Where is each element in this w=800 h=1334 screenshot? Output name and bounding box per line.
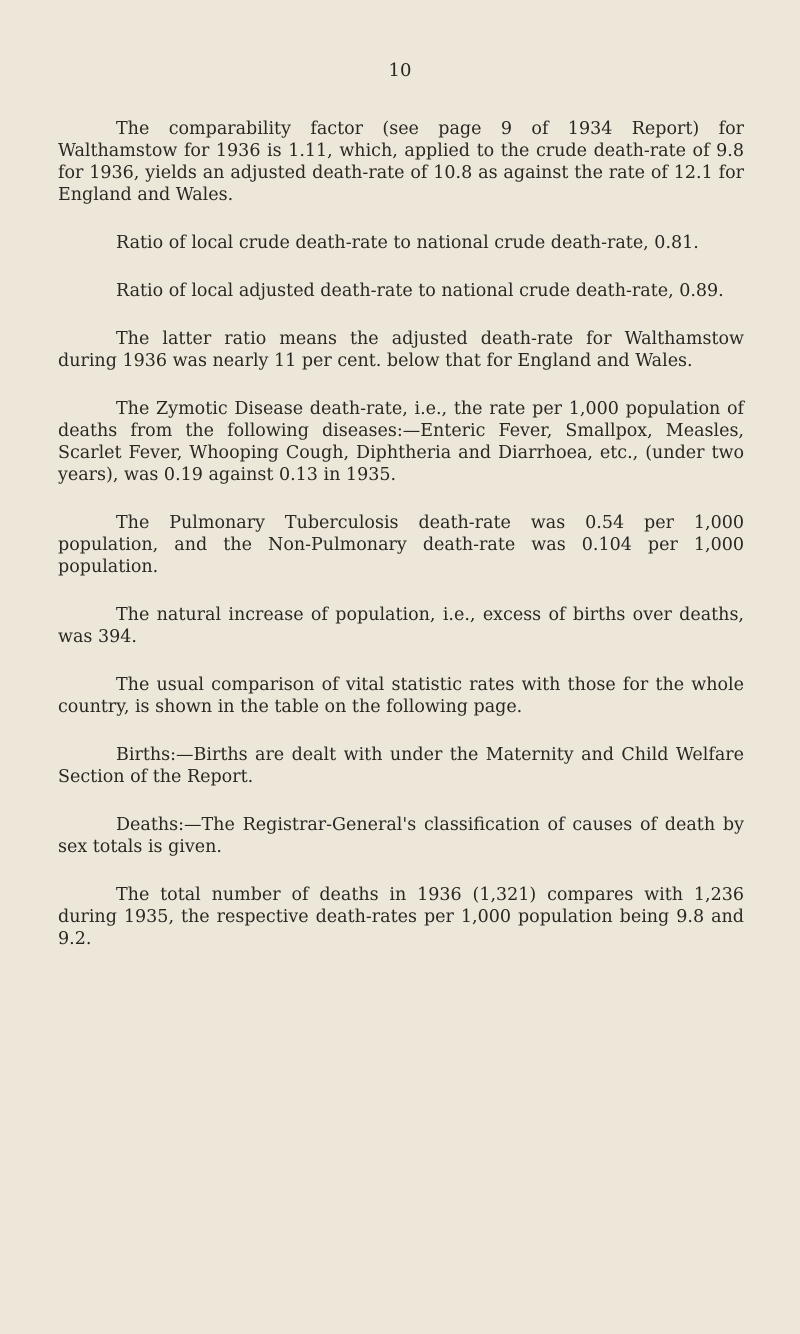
paragraph-births: Births:—Births are dealt with under the Maternity and Child Welfare Section of the Report. — [58, 745, 744, 787]
paragraph-zymotic-disease: The Zymotic Disease death-rate, i.e., the rate per 1,000 population of deaths from the following diseases:—Enteric Fever, Smallpox, Measles, Scarlet Fever, Whooping Cough, Diphtheria and Diarrhoea, etc., (under two years), was 0.19 against 0.13 in 1935. — [58, 399, 744, 485]
paragraph-tuberculosis: The Pulmonary Tuberculosis death-rate was 0.54 per 1,000 population, and the Non-Pulmonary death-rate was 0.104 per 1,000 population. — [58, 513, 744, 577]
paragraph-adjusted-ratio: Ratio of local adjusted death-rate to national crude death-rate, 0.89. — [116, 281, 724, 301]
paragraph-natural-increase: The natural increase of population, i.e., excess of births over deaths, was 394. — [58, 605, 744, 647]
report-body — [58, 118, 744, 950]
page-number: 10 — [388, 60, 412, 81]
paragraph-deaths: Deaths:—The Registrar-General's classification of causes of death by sex totals is given. — [58, 815, 744, 857]
paragraph-crude-ratio: Ratio of local crude death-rate to national crude death-rate, 0.81. — [116, 233, 699, 253]
paragraph-comparison: The usual comparison of vital statistic rates with those for the whole country, is shown in the table on the following page. — [58, 675, 744, 717]
paragraph-comparability-factor: The comparability factor (see page 9 of 1934 Report) for Walthamstow for 1936 is 1.11, which, applied to the crude death-rate of 9.8 for 1936, yields an adjusted death-rate of 10.8 as against the rate of 12.1 for England and Wales. — [58, 119, 744, 205]
paragraph-total-deaths: The total number of deaths in 1936 (1,321) compares with 1,236 during 1935, the respective death-rates per 1,000 population being 9.8 and 9.2. — [58, 885, 744, 949]
paragraph-ratio-meaning: The latter ratio means the adjusted death-rate for Walthamstow during 1936 was nearly 11 per cent. below that for England and Wales. — [58, 329, 744, 371]
